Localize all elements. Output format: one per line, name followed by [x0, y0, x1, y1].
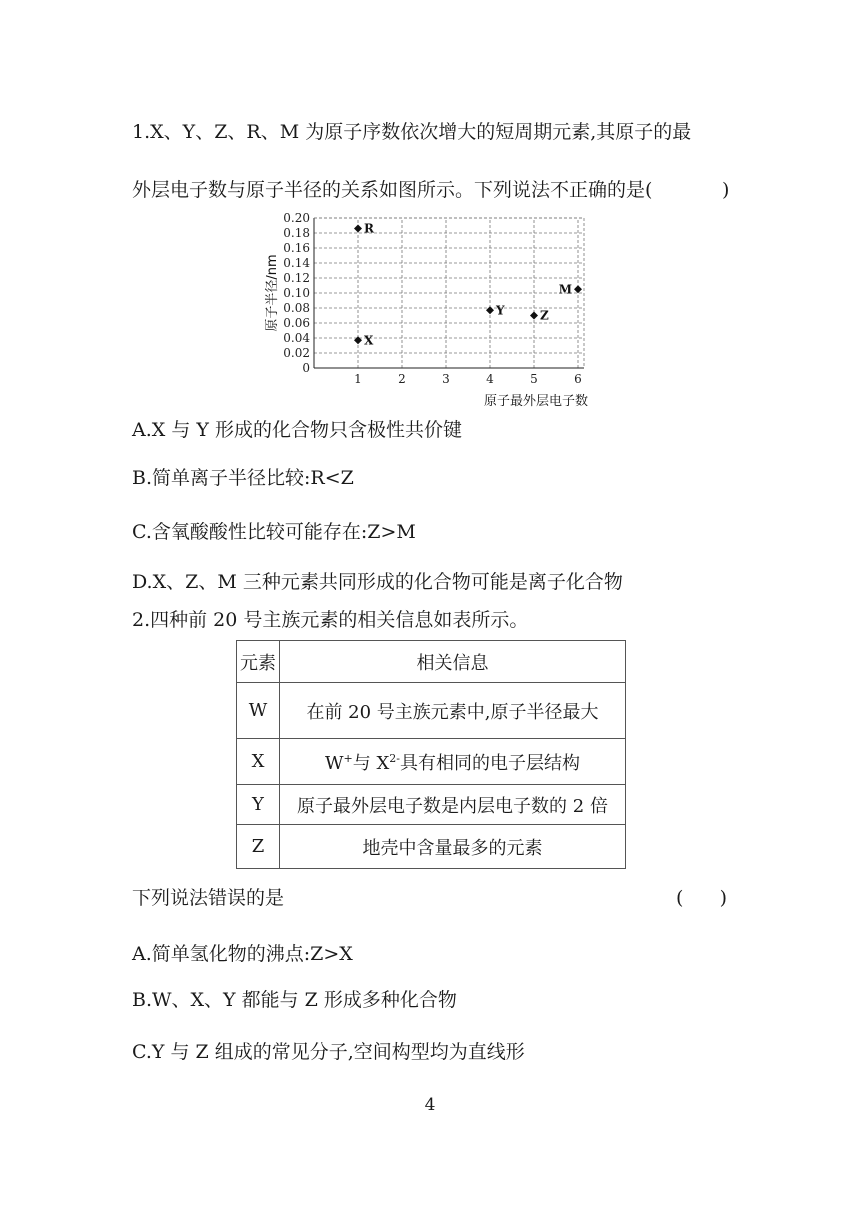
- table-cell-info: 地壳中含量最多的元素: [280, 825, 626, 869]
- data-point-label: M: [558, 282, 572, 297]
- y-tick-label: 0.02: [283, 346, 310, 360]
- y-tick-label: 0.06: [283, 316, 310, 330]
- question-2-answer-paren: ( ): [676, 887, 728, 909]
- x-tick-label: 3: [442, 372, 450, 386]
- q1-option-a: A.X 与 Y 形成的化合物只含极性共价键: [132, 419, 462, 441]
- y-tick-label: 0.12: [283, 271, 310, 285]
- table-cell-info: [280, 739, 626, 785]
- q1-option-d: D.X、Z、M 三种元素共同形成的化合物可能是离子化合物: [132, 571, 623, 593]
- q2-option-a: A.简单氢化物的沸点:Z>X: [132, 943, 353, 965]
- question-2-intro: 2.四种前 20 号主族元素的相关信息如表所示。: [132, 609, 529, 631]
- q2-option-c: C.Y 与 Z 组成的常见分子,空间构型均为直线形: [132, 1041, 525, 1063]
- ion-w-charge: +: [343, 751, 353, 765]
- radius-scatter-chart: [262, 212, 602, 412]
- y-tick-label: 0.08: [283, 301, 310, 315]
- table-header-info: 相关信息: [280, 641, 626, 683]
- table-row: [237, 739, 626, 785]
- data-point-label: X: [364, 333, 374, 348]
- y-tick-label: 0.16: [283, 241, 310, 255]
- x-tick-label: 4: [486, 372, 494, 386]
- x-tick-label: 2: [398, 372, 406, 386]
- y-tick-label: 0.18: [283, 226, 310, 240]
- ion-x-charge: 2-: [389, 751, 400, 765]
- table-row: [237, 785, 626, 825]
- data-point-y: [486, 306, 494, 314]
- question-1-answer-paren: ): [722, 179, 730, 201]
- data-point-label: Z: [540, 308, 549, 323]
- y-axis-label: 原子半径/nm: [265, 254, 280, 332]
- ion-x-symbol: 与 X: [352, 752, 390, 774]
- table-cell-element: Z: [237, 825, 280, 869]
- table-header-row: [237, 641, 626, 683]
- q1-option-c: C.含氧酸酸性比较可能存在:Z>M: [132, 521, 416, 543]
- x-tick-label: 1: [354, 372, 362, 386]
- y-tick-label: 0.04: [283, 331, 310, 345]
- data-point-z: [530, 312, 538, 320]
- y-tick-label: 0.14: [283, 256, 310, 270]
- x-tick-label: 6: [574, 372, 582, 386]
- data-point-r: [354, 225, 362, 233]
- data-point-label: R: [364, 221, 374, 236]
- ion-info-tail: 具有相同的电子层结构: [400, 752, 580, 774]
- q1-option-b: B.简单离子半径比较:R<Z: [132, 467, 354, 489]
- element-info-table: [236, 640, 626, 869]
- y-tick-label: 0.10: [283, 286, 310, 300]
- ion-w-symbol: W: [325, 752, 344, 774]
- x-tick-label: 5: [530, 372, 538, 386]
- table-row: [237, 825, 626, 869]
- table-cell-element: X: [237, 739, 280, 785]
- page-number: 4: [424, 1095, 436, 1115]
- question-1-text-line1: 1.X、Y、Z、R、M 为原子序数依次增大的短周期元素,其原子的最: [132, 121, 692, 143]
- table-cell-info: 在前 20 号主族元素中,原子半径最大: [280, 683, 626, 739]
- data-point-label: Y: [496, 303, 505, 318]
- data-point-m: [574, 285, 582, 293]
- question-1-text-line2: 外层电子数与原子半径的关系如图所示。下列说法不正确的是(: [132, 179, 653, 201]
- table-cell-info: 原子最外层电子数是内层电子数的 2 倍: [280, 785, 626, 825]
- table-cell-element: Y: [237, 785, 280, 825]
- data-point-x: [354, 336, 362, 344]
- question-2-prompt: 下列说法错误的是: [132, 887, 285, 909]
- table-header-element: 元素: [237, 641, 280, 683]
- table-row: [237, 683, 626, 739]
- q2-option-b: B.W、X、Y 都能与 Z 形成多种化合物: [132, 989, 457, 1011]
- table-cell-element: W: [237, 683, 280, 739]
- y-tick-label: 0.20: [283, 212, 310, 225]
- y-tick-label: 0: [302, 361, 310, 375]
- x-axis-label: 原子最外层电子数: [483, 394, 589, 409]
